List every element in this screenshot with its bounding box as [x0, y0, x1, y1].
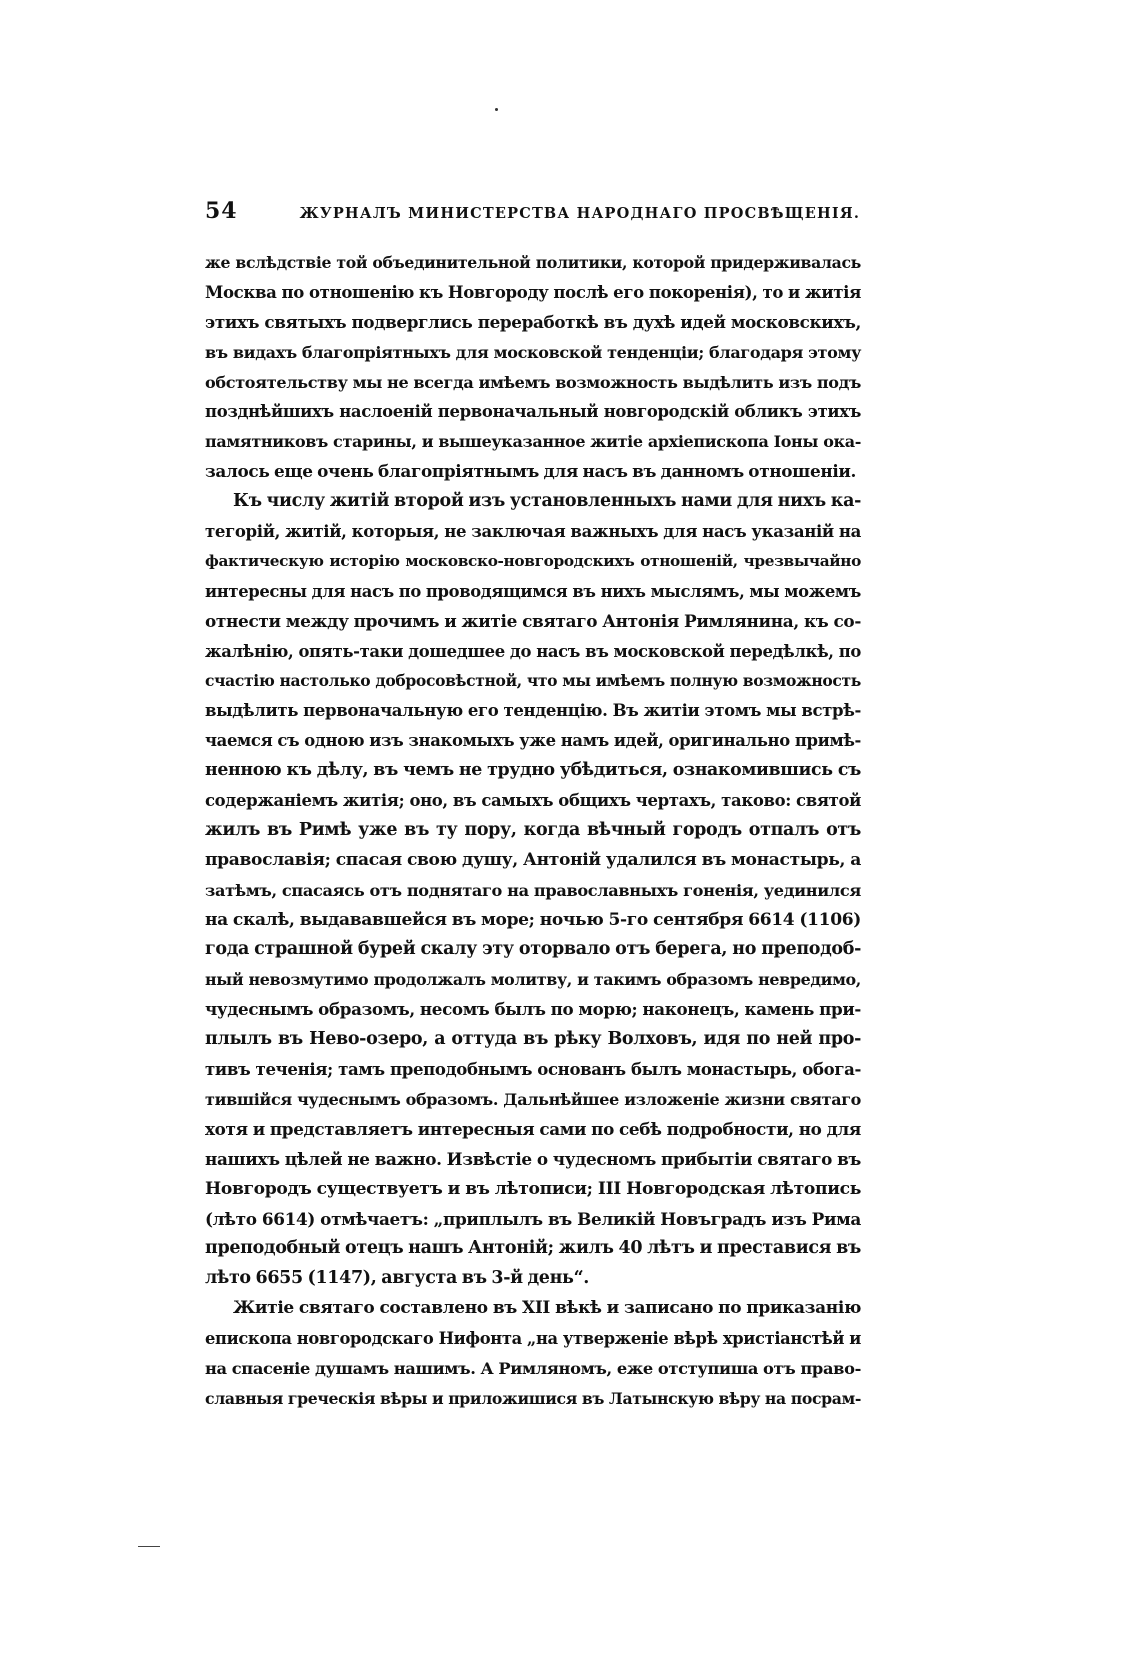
text-line: жалѣнію, опять-таки дошедшее до насъ въ московской передѣлкѣ, по: [205, 641, 861, 661]
text-line: затѣмъ, спасаясь отъ поднятаго на православныхъ гоненія, уединился: [205, 880, 861, 900]
text-line: залось еще очень благопріятнымъ для насъ въ данномъ отношеніи.: [205, 461, 857, 482]
text-line: православія; спасая свою душу, Антоній удалился въ монастырь, а: [205, 849, 861, 870]
margin-mark: [138, 1546, 160, 1547]
text-line: ненною къ дѣлу, въ чемъ не трудно убѣдиться, ознакомившись съ: [205, 760, 861, 781]
text-line: славныя греческія вѣры и приложишися въ Латынскую вѣру на посрам-: [205, 1388, 861, 1408]
text-line: лѣто 6655 (1147), августа въ 3-й день“.: [205, 1268, 590, 1289]
text-line: Москва по отношенію къ Новгороду послѣ его покоренія), то и житія: [205, 281, 861, 302]
text-line: тившійся чудеснымъ образомъ. Дальнѣйшее изложеніе жизни святаго: [205, 1089, 861, 1109]
text-line: на спасеніе душамъ нашимъ. А Римляномъ, еже отступиша отъ право-: [205, 1358, 861, 1378]
text-line: интересны для насъ по проводящимся въ нихъ мыслямъ, мы можемъ: [205, 581, 861, 601]
text-line: плылъ въ Нево-озеро, а оттуда въ рѣку Волховъ, идя по ней про-: [205, 1029, 861, 1050]
text-line: ный невозмутимо продолжалъ молитву, и такимъ образомъ невредимо,: [205, 970, 861, 990]
paragraph-start-line: Житіе святаго составлено въ XII вѣкѣ и записано по приказанію: [233, 1298, 861, 1319]
text-line: счастію настолько добросовѣстной, что мы имѣемъ полную возможность: [205, 671, 861, 691]
text-line: чаемся съ одною изъ знакомыхъ уже намъ идей, оригинально примѣ-: [205, 731, 861, 751]
text-line: обстоятельству мы не всегда имѣемъ возможность выдѣлить изъ подъ: [205, 372, 861, 392]
text-line: этихъ святыхъ подверглись переработкѣ въ духѣ идей московскихъ,: [205, 311, 861, 332]
text-line: епископа новгородскаго Нифонта „на утверженіе вѣрѣ христіанстѣй и: [205, 1329, 861, 1349]
text-line: (лѣто 6614) отмѣчаетъ: „приплылъ въ Великій Новъградъ изъ Рима: [205, 1208, 861, 1229]
text-line: выдѣлить первоначальную его тенденцію. Въ житіи этомъ мы встрѣ-: [205, 700, 861, 721]
body-text: [205, 248, 861, 1414]
page-number: 54: [205, 198, 238, 224]
text-line: содержаніемъ житія; оно, въ самыхъ общихъ чертахъ, таково: святой: [205, 791, 861, 811]
text-line: тивъ теченія; тамъ преподобнымъ основанъ былъ монастырь, обога-: [205, 1059, 861, 1080]
text-line: отнести между прочимъ и житіе святаго Антонія Римлянина, къ со-: [205, 610, 861, 631]
text-line: жилъ въ Римѣ уже въ ту пору, когда вѣчный городъ отпалъ отъ: [205, 819, 861, 840]
stray-ink-dot: [495, 108, 498, 111]
text-line: фактическую исторію московско-новгородскихъ отношеній, чрезвычайно: [205, 551, 861, 570]
page-header: [205, 198, 861, 228]
text-line: въ видахъ благопріятныхъ для московской тенденціи; благодаря этому: [205, 342, 861, 362]
text-line: чудеснымъ образомъ, несомъ былъ по морю; наконецъ, камень при-: [205, 999, 861, 1020]
text-line: тегорій, житій, которыя, не заключая важныхъ для насъ указаній на: [205, 521, 861, 542]
text-line: нашихъ цѣлей не важно. Извѣстіе о чудесномъ прибытіи святаго въ: [205, 1148, 861, 1169]
text-line: на скалѣ, выдававшейся въ море; ночью 5-го сентября 6614 (1106): [205, 909, 861, 930]
text-line: памятниковъ старины, и вышеуказанное житіе архіепископа Іоны ока-: [205, 432, 861, 452]
paragraph-start-line: Къ числу житій второй изъ установленныхъ нами для нихъ ка-: [233, 491, 861, 512]
text-line: хотя и представляетъ интересныя сами по себѣ подробности, но для: [205, 1118, 861, 1139]
text-line: же вслѣдствіе той объединительной политики, которой придерживалась: [205, 253, 861, 272]
text-line: преподобный отецъ нашъ Антоній; жилъ 40 лѣтъ и преставися въ: [205, 1238, 861, 1259]
text-line: Новгородъ существуетъ и въ лѣтописи; III Новгородская лѣтопись: [205, 1178, 861, 1199]
text-line: позднѣйшихъ наслоеній первоначальный новгородскій обликъ этихъ: [205, 402, 861, 422]
text-line: года страшной бурей скалу эту оторвало отъ берега, но преподоб-: [205, 939, 861, 960]
running-head: ЖУРНАЛЪ МИНИСТЕРСТВА НАРОДНАГО ПРОСВѢЩЕНІЯ.: [299, 205, 861, 222]
